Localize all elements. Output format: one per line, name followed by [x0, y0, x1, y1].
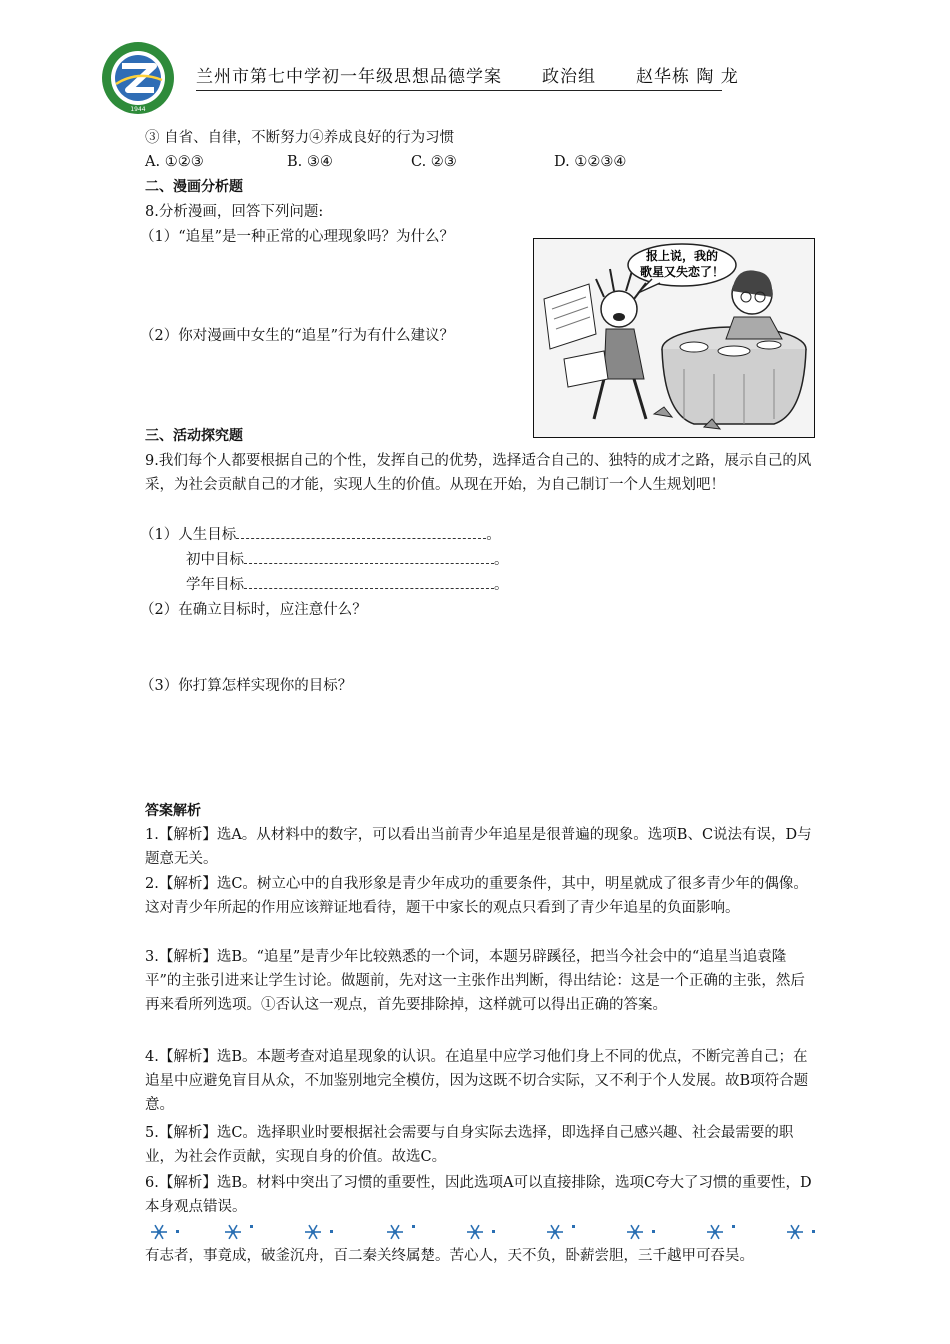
answer-6: 6.【解析】选B。材料中突出了习惯的重要性，因此选项A可以直接排除，选项C夸大了习惯的重要性，D本身观点错误。 [145, 1175, 812, 1215]
q9-sub3: （3）你打算怎样实现你的目标？ [140, 678, 353, 694]
q9-goal2-blank[interactable] [244, 549, 494, 564]
q7-option-d: D. ①②③④ [554, 154, 627, 170]
q9-goal1-blank[interactable] [236, 524, 486, 539]
q9-sub2: （2）在确立目标时，应注意什么？ [140, 602, 367, 618]
q8-sub2: （2）你对漫画中女生的“追星”行为有什么建议？ [140, 328, 455, 344]
cartoon-drawing [534, 239, 814, 437]
snowflake-icon [464, 1222, 504, 1242]
school-logo-icon [100, 40, 176, 116]
q9-goal2-end: 。 [494, 552, 509, 568]
q8-sub1: （1）“追星”是一种正常的心理现象吗？为什么？ [140, 229, 455, 245]
snowflake-icon [222, 1222, 262, 1242]
answer-3: 3.【解析】选B。“追星”是青少年比较熟悉的一个词，本题另辟蹊径，把当今社会中的“追星当追袁隆平”的主张引进来让学生讨论。做题前，先对这一主张作出判断，得出结论：这是一个正确的主张，然后再来看所列选项。①否认这一观点，首先要排除掉，这样就可以得出正确的答案。 [145, 949, 805, 1013]
q9-goal1-end: 。 [486, 527, 501, 543]
q9-goal3-label: 学年目标 [186, 577, 244, 593]
answer-4: 4.【解析】选B。本题考查对追星现象的认识。在追星中应学习他们身上不同的优点，不断完善自己；在追星中应避免盲目从众，不加鉴别地完全模仿，因为这既不切合实际，又不利于个人发展。故B项符合题意。 [145, 1049, 809, 1113]
cartoon-image [533, 238, 815, 438]
snowflake-icon [148, 1222, 188, 1242]
q7-option-b: B. ③④ [287, 154, 333, 170]
page-header [196, 62, 739, 91]
q9-goal3-end: 。 [494, 577, 509, 593]
section3-title: 三、活动探究题 [145, 428, 243, 444]
snowflake-icon [784, 1222, 824, 1242]
header-title: 兰州市第七中学初一年级思想品德学案 [196, 67, 502, 87]
section2-title: 二、漫画分析题 [145, 179, 243, 195]
snowflake-icon [384, 1222, 424, 1242]
snowflake-icon [544, 1222, 584, 1242]
q9-goal2-label: 初中目标 [186, 552, 244, 568]
answer-5: 5.【解析】选C。选择职业时要根据社会需要与自身实际去选择，即选择自己感兴趣、社会最需要的职业，为社会作贡献，实现自身的价值。故选C。 [145, 1125, 794, 1165]
q9-goal1-label: （1）人生目标 [140, 527, 237, 543]
snowflake-icon [704, 1222, 744, 1242]
answer-2: 2.【解析】选C。树立心中的自我形象是青少年成功的重要条件，其中，明星就成了很多青少年的偶像。这对青少年所起的作用应该辩证地看待，题干中家长的观点只看到了青少年追星的负面影响。 [145, 876, 808, 916]
q9-goal1 [140, 523, 501, 547]
q9-goal2 [186, 548, 509, 572]
logo-year: 1944 [130, 106, 146, 113]
snowflake-icon [302, 1222, 342, 1242]
bubble-line-2: 歌星又失恋了！ [639, 265, 725, 279]
header-group: 政治组 [542, 67, 596, 87]
bubble-line-1: 报上说，我的 [645, 249, 719, 263]
q9-goal3-blank[interactable] [244, 574, 494, 589]
q9-intro: 9.我们每个人都要根据自己的个性，发挥自己的优势，选择适合自己的、独特的成才之路，展示自己的风采，为社会贡献自己的才能，实现人生的价值。从现在开始，为自己制订一个人生规划吧！ [145, 453, 812, 493]
q7-option-c: C. ②③ [411, 154, 457, 170]
snowflake-icon [624, 1222, 664, 1242]
answers-title: 答案解析 [145, 803, 201, 819]
header-authors: 赵华栋 陶 龙 [636, 67, 739, 87]
answer-1: 1.【解析】选A。从材料中的数字，可以看出当前青少年追星是很普遍的现象。选项B、C说法有误，D与题意无关。 [145, 827, 812, 867]
footer-motto: 有志者，事竟成，破釜沉舟，百二秦关终属楚。苦心人，天不负，卧薪尝胆，三千越甲可吞吴。 [145, 1248, 754, 1264]
q9-goal3 [186, 573, 509, 597]
q8-intro: 8.分析漫画，回答下列问题: [145, 204, 324, 220]
q7-option-a: A. ①②③ [145, 154, 204, 170]
q7-line: ③ 自省、自律，不断努力④养成良好的行为习惯 [145, 130, 455, 146]
